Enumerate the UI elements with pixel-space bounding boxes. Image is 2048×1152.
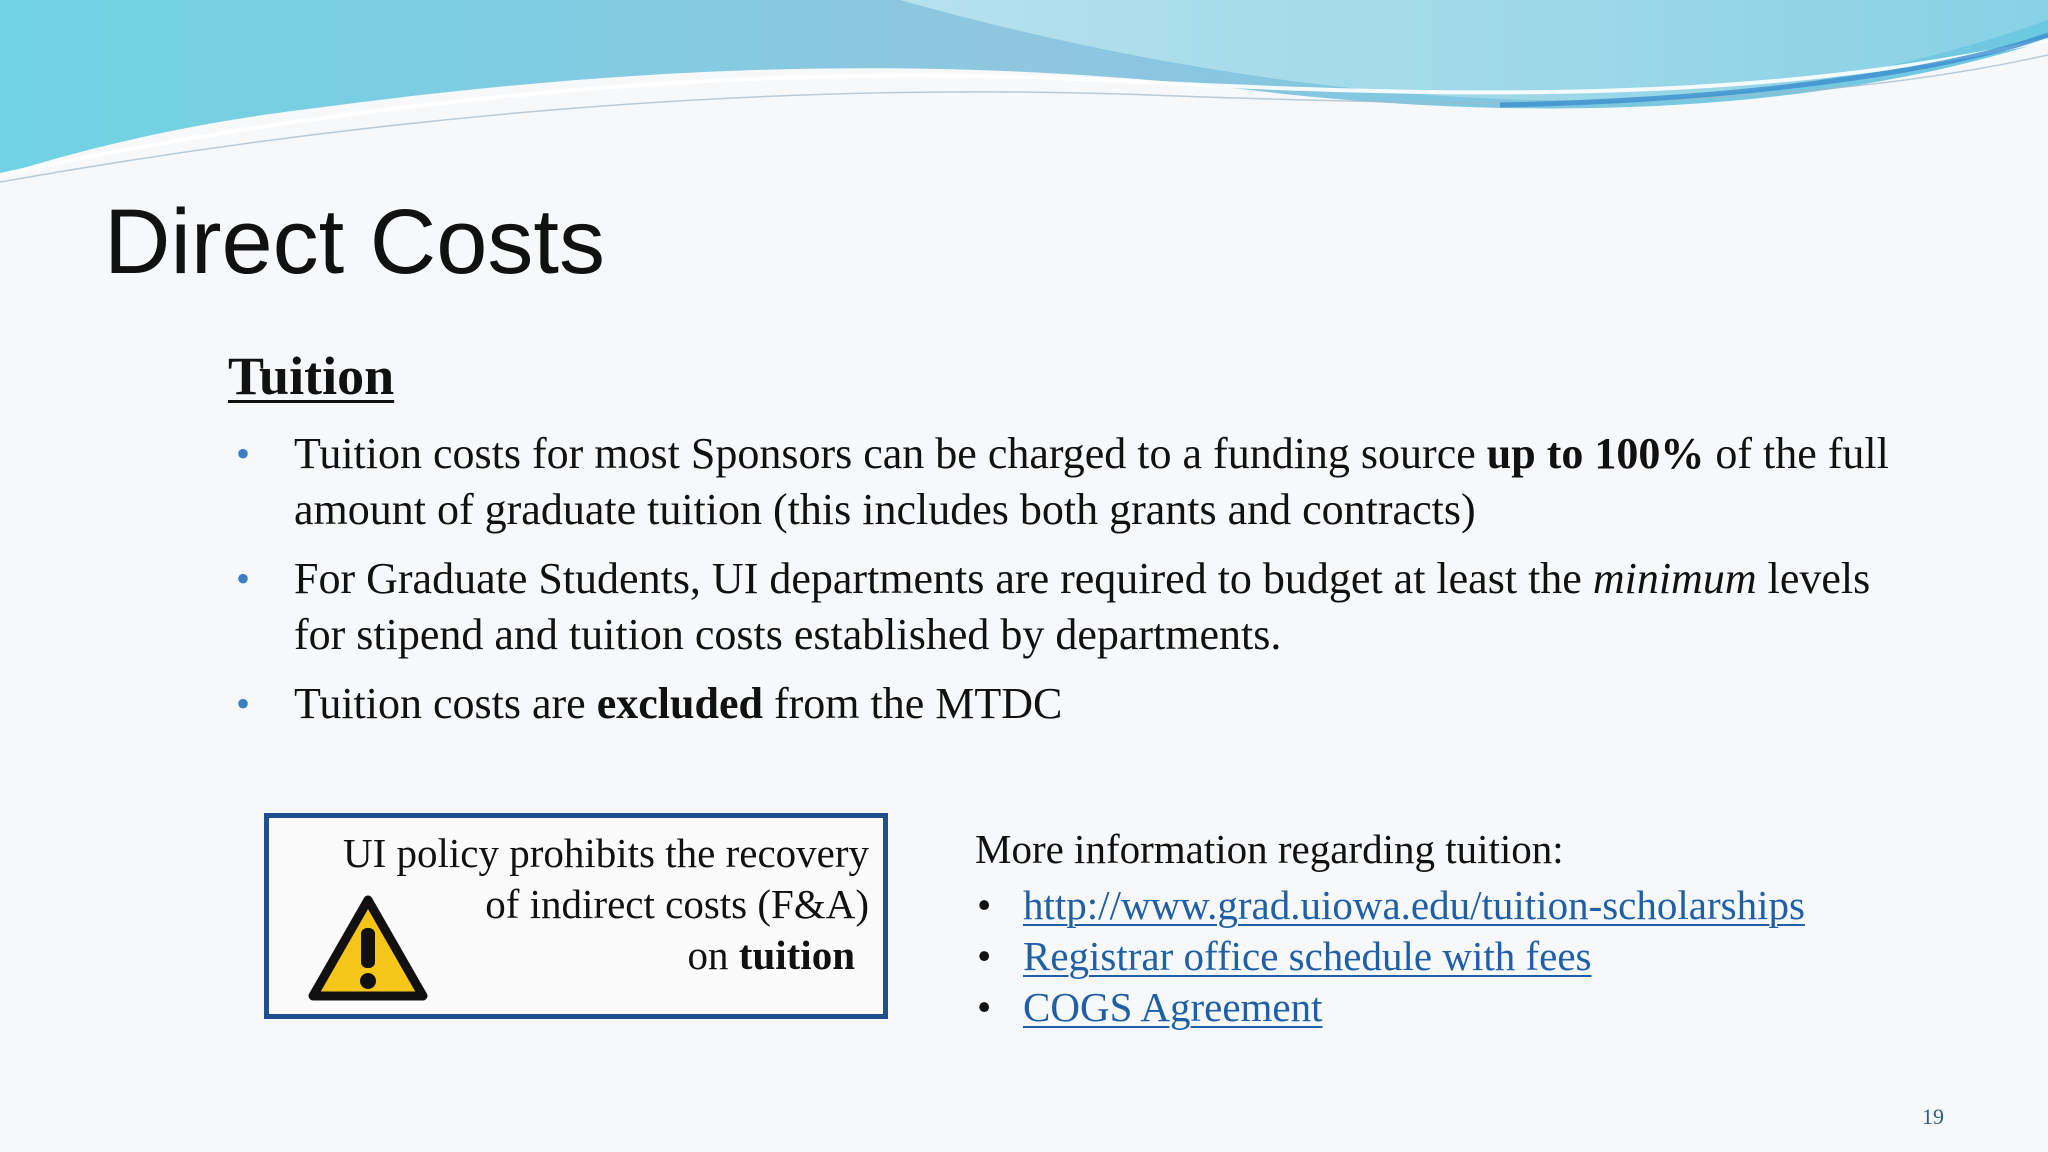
bullet-dot-icon: •	[977, 933, 992, 979]
bullet-text: For Graduate Students, UI departments are required to budget at least the	[294, 554, 1593, 603]
page-number: 19	[1922, 1104, 1944, 1129]
bullet-emphasis: minimum	[1592, 554, 1757, 603]
link-tuition-scholarships[interactable]: http://www.grad.uiowa.edu/tuition-scholarships	[1023, 882, 1805, 928]
policy-warning-box	[264, 813, 888, 1019]
warning-line-1: UI policy prohibits the recovery	[342, 830, 869, 876]
warning-line-3-emphasis: tuition	[738, 932, 855, 978]
header-wave-decoration	[0, 0, 2048, 200]
slide-title: Direct Costs	[104, 191, 605, 293]
bullet-item	[228, 551, 1908, 663]
bullet-list	[228, 426, 1908, 745]
bullet-text: levels for stipend and tuition costs established by departments.	[294, 554, 1871, 659]
link-list-item	[975, 880, 1805, 931]
bullet-dot-icon: •	[236, 681, 251, 726]
link-list-item	[975, 982, 1805, 1033]
bullet-dot-icon: •	[236, 431, 251, 476]
bullet-emphasis: excluded	[596, 679, 763, 728]
bullet-text: from the MTDC	[762, 679, 1063, 728]
bullet-dot-icon: •	[977, 882, 992, 928]
link-registrar-schedule[interactable]: Registrar office schedule with fees	[1023, 933, 1592, 979]
warning-line-2: of indirect costs (F&A)	[485, 881, 869, 927]
bullet-item	[228, 676, 1908, 732]
bullet-item	[228, 426, 1908, 538]
bullet-text: Tuition costs for most Sponsors can be charged to a funding source	[294, 429, 1487, 478]
bullet-text: Tuition costs are	[294, 679, 597, 728]
more-info-links	[975, 880, 1805, 1033]
link-list-item	[975, 931, 1805, 982]
link-cogs-agreement[interactable]: COGS Agreement	[1023, 984, 1323, 1030]
section-heading: Tuition	[228, 346, 395, 406]
bullet-dot-icon: •	[236, 556, 251, 601]
bullet-text: of the full amount of graduate tuition (this includes both grants and contracts)	[294, 429, 1889, 534]
warning-text	[309, 828, 869, 981]
bullet-emphasis: up to 100%	[1486, 429, 1705, 478]
more-info-heading: More information regarding tuition:	[975, 826, 1564, 872]
bullet-dot-icon: •	[977, 984, 992, 1030]
warning-line-3-prefix: on	[687, 932, 739, 978]
warning-line-3	[309, 930, 869, 981]
